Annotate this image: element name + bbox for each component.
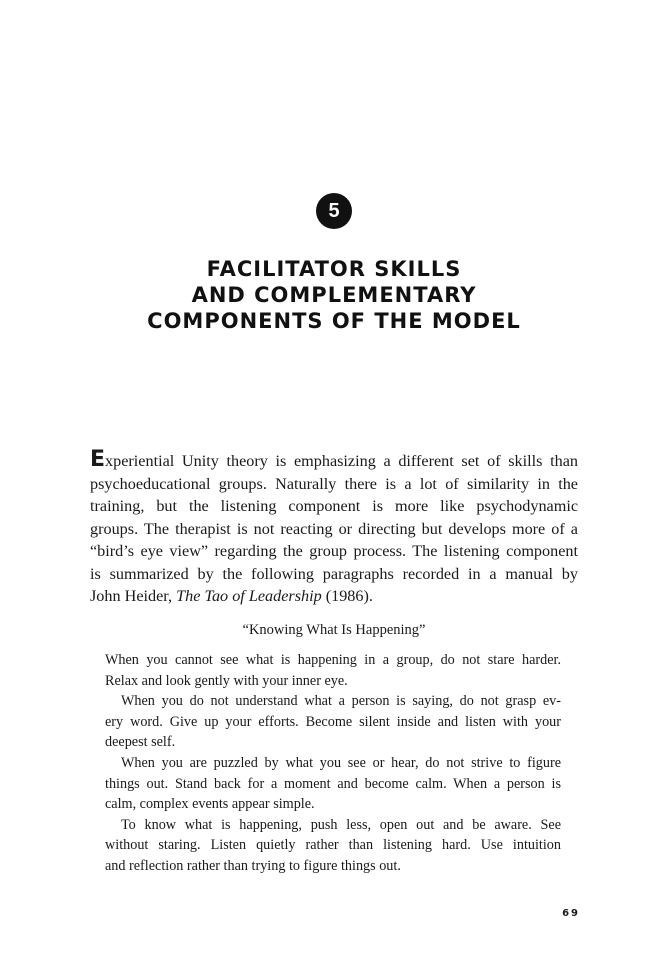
body-line-7 bbox=[90, 585, 578, 608]
quote-line: When you do not understand what a person is saying, do not grasp ev- bbox=[121, 693, 561, 710]
body-line-3: training, but the listening component is more like psychodynamic bbox=[90, 497, 578, 515]
citation-year: (1986). bbox=[321, 587, 373, 605]
quote-line: To know what is happening, push less, open out and be aware. See bbox=[121, 816, 561, 833]
extract-title: “Knowing What Is Happening” bbox=[242, 622, 426, 638]
quote-line: Relax and look gently with your inner eye. bbox=[105, 672, 348, 689]
chapter-number: 5 bbox=[328, 199, 340, 222]
body-line-6: is summarized by the following paragraphs recorded in a manual by bbox=[90, 564, 578, 583]
chapter-number-badge bbox=[316, 193, 352, 229]
citation-book-title: The Tao of Leadership bbox=[176, 587, 322, 605]
body-line-1-text: xperiential Unity theory is emphasizing a different set of skills than bbox=[105, 452, 578, 470]
quote-line: and reflection rather than trying to figure things out. bbox=[105, 857, 401, 874]
chapter-title-line-3: COMPONENTS OF THE MODEL bbox=[147, 309, 521, 333]
body-paragraph bbox=[90, 447, 578, 608]
body-line-4: groups. The therapist is not reacting or directing but develops more of a bbox=[90, 519, 578, 538]
chapter-title bbox=[0, 256, 650, 334]
quote-line: When you cannot see what is happening in a group, do not stare harder. bbox=[105, 652, 561, 668]
body-line-2: psychoeducational groups. Naturally there is a lot of similarity in the bbox=[90, 474, 578, 493]
quote-line: things out. Stand back for a moment and become calm. When a person is bbox=[105, 775, 561, 792]
chapter-title-line-1: FACILITATOR SKILLS bbox=[206, 257, 462, 281]
quote-line: without staring. Listen quietly rather than listening hard. Use intuition bbox=[105, 837, 561, 854]
block-quote bbox=[105, 650, 561, 877]
drop-cap: E bbox=[90, 447, 106, 472]
quote-line: deepest self. bbox=[105, 734, 176, 751]
chapter-title-line-2: AND COMPLEMENTARY bbox=[191, 283, 477, 307]
citation-author: John Heider, bbox=[90, 587, 177, 605]
quote-line: calm, complex events appear simple. bbox=[105, 796, 315, 813]
quote-line: When you are puzzled by what you see or hear, do not strive to figure bbox=[121, 754, 561, 771]
body-line-5: “bird’s eye view” regarding the group process. The listening component bbox=[90, 542, 578, 560]
page-number: 69 bbox=[562, 908, 580, 919]
quote-line: ery word. Give up your efforts. Become silent inside and listen with your bbox=[105, 713, 561, 730]
body-line-1 bbox=[90, 447, 578, 473]
